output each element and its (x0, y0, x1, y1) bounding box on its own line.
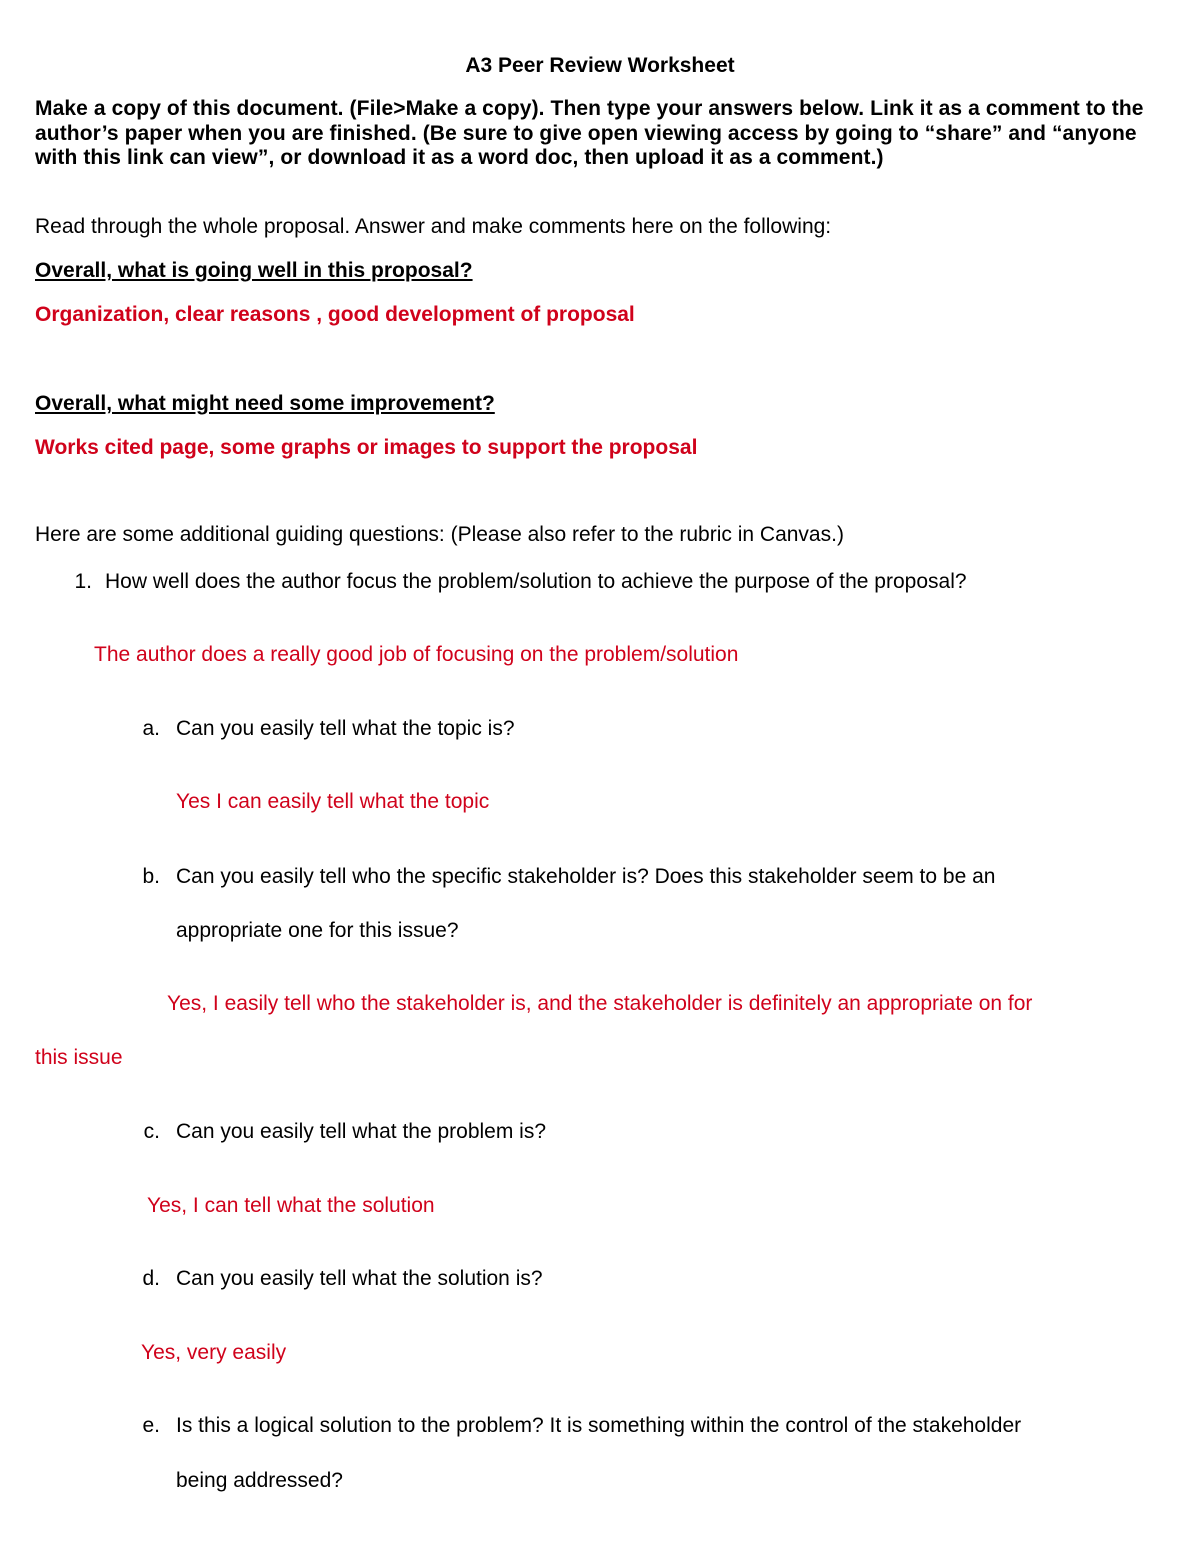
subquestion-text: Can you easily tell what the problem is? (176, 1120, 547, 1143)
subquestion-letter: b. (142, 865, 160, 888)
subquestion-letter: c. (143, 1120, 160, 1143)
subquestion-answer: Yes, I easily tell who the stakeholder is, and the stakeholder is definitely an appropriate on for (167, 992, 1033, 1015)
subquestion-answer: Yes, I can tell what the solution (147, 1194, 435, 1217)
question-text: How well does the author focus the problem/solution to achieve the purpose of the proposal? (105, 570, 967, 593)
section-question-improvement: Overall, what might need some improvement? (35, 392, 495, 415)
section-answer-going-well: Organization, clear reasons , good development of proposal (35, 303, 635, 326)
subquestion-answer: Yes, very easily (141, 1341, 287, 1364)
subquestion-letter: d. (142, 1267, 160, 1290)
guiding-intro-text: Here are some additional guiding questions: (Please also refer to the rubric in Canvas.) (35, 523, 844, 546)
subquestion-text: Is this a logical solution to the problem? It is something within the control of the stakeholder (176, 1414, 1022, 1437)
question-number: 1. (74, 570, 92, 593)
instructions-paragraph: Make a copy of this document. (File>Make a copy). Then type your answers below. Link it as a comment to the author’s paper when you are finished. (Be sure to give open viewing access by going to “share” and “anyone with this link can view”, or download it as a word doc, then upload it as a comment.) (35, 97, 1144, 169)
subquestion-text: Can you easily tell who the specific stakeholder is? Does this stakeholder seem to be an (176, 865, 996, 888)
intro-text: Read through the whole proposal. Answer and make comments here on the following: (35, 215, 832, 238)
subquestion-text: Can you easily tell what the topic is? (176, 717, 515, 740)
section-answer-improvement: Works cited page, some graphs or images to support the proposal (35, 436, 698, 459)
subquestion-letter: a. (142, 717, 160, 740)
subquestion-answer: Yes I can easily tell what the topic (176, 790, 490, 813)
subquestion-text-continued: being addressed? (176, 1469, 343, 1492)
subquestion-text: Can you easily tell what the solution is? (176, 1267, 543, 1290)
subquestion-letter: e. (142, 1414, 160, 1437)
subquestion-text-continued: appropriate one for this issue? (176, 919, 459, 942)
question-answer: The author does a really good job of focusing on the problem/solution (94, 643, 739, 666)
section-question-going-well: Overall, what is going well in this proposal? (35, 259, 473, 282)
document-title: A3 Peer Review Worksheet (465, 54, 735, 77)
subquestion-answer-continued: this issue (35, 1046, 123, 1069)
